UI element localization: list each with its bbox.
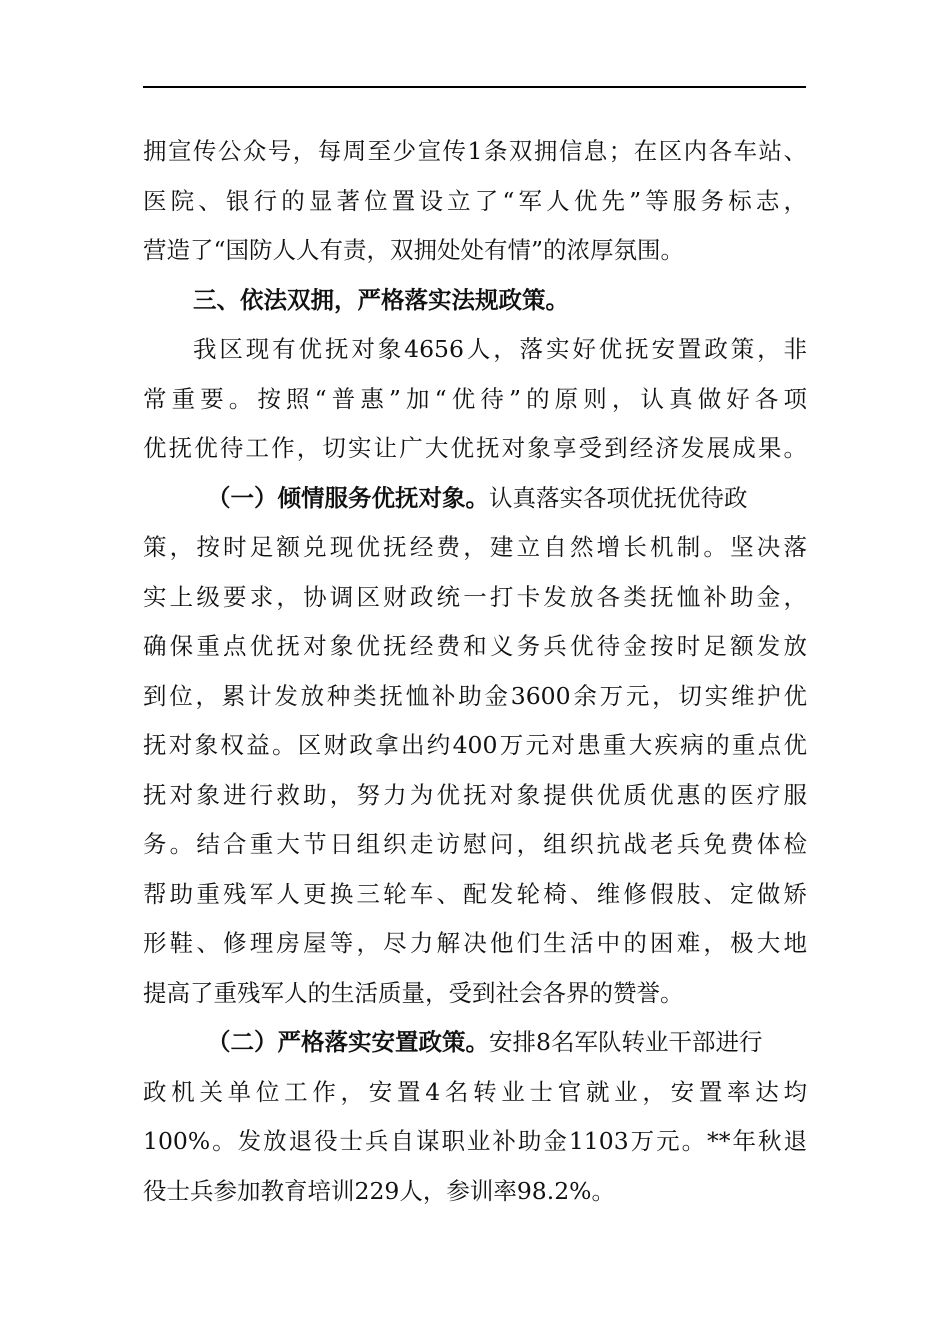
paragraph-line: 优抚优待工作，切实让广大优抚对象享受到经济发展成果。: [143, 434, 807, 462]
paragraph-line: 确保重点优抚对象优抚经费和义务兵优待金按时足额发放: [143, 632, 807, 660]
paragraph-line: 营造了“国防人人有责，双拥处处有情”的浓厚氛围。: [143, 236, 685, 264]
paragraph-line: 抚对象进行救助，努力为优抚对象提供优质优惠的医疗服: [143, 780, 807, 809]
paragraph-line: 提高了重残军人的生活质量，受到社会各界的赞誉。: [143, 978, 684, 1007]
paragraph-line: 帮助重残军人更换三轮车、配发轮椅、维修假肢、定做矫: [143, 879, 807, 908]
subsection-text: 认真落实各项优抚优待政: [489, 483, 748, 512]
paragraph-line: 实上级要求，协调区财政统一打卡发放各类抚恤补助金，: [143, 582, 807, 611]
header-rule: [143, 86, 806, 88]
paragraph-line: 100%。发放退役士兵自谋职业补助金1103万元。**年秋退: [143, 1127, 807, 1155]
subsection-line: [143, 474, 807, 524]
paragraph-line: 医院、银行的显著位置设立了“军人优先”等服务标志，: [143, 186, 807, 215]
paragraph-line: 务。结合重大节日组织走访慰问，组织抗战老兵免费体检: [143, 830, 807, 858]
subsection-title: （二）严格落实安置政策。: [207, 1028, 489, 1056]
paragraph-line: 拥宣传公众号，每周至少宣传1条双拥信息；在区内各车站、: [143, 137, 807, 165]
paragraph-line: 形鞋、修理房屋等，尽力解决他们生活中的困难，极大地: [143, 929, 807, 957]
paragraph-line: 抚对象权益。区财政拿出约400万元对患重大疾病的重点优: [143, 731, 807, 759]
subsection-line: [143, 1018, 807, 1068]
paragraph-line: 政机关单位工作，安置4名转业士官就业，安置率达均: [143, 1077, 807, 1106]
paragraph-line: 常重要。按照“普惠”加“优待”的原则，认真做好各项: [143, 384, 807, 413]
subsection-title: （一）倾情服务优抚对象。: [207, 483, 489, 512]
paragraph-line: 我区现有优抚对象4656人，落实好优抚安置政策，非: [193, 335, 807, 363]
paragraph-line: 到位，累计发放种类抚恤补助金3600余万元，切实维护优: [143, 681, 807, 710]
paragraph-line: 役士兵参加教育培训229人，参训率98.2%。: [143, 1176, 616, 1205]
document-body: [143, 127, 807, 1216]
paragraph-line: 策，按时足额兑现优抚经费，建立自然增长机制。坚决落: [143, 533, 807, 561]
section-heading: 三、依法双拥，严格落实法规政策。: [193, 285, 569, 314]
subsection-text: 安排8名军队转业干部进行: [489, 1028, 763, 1056]
